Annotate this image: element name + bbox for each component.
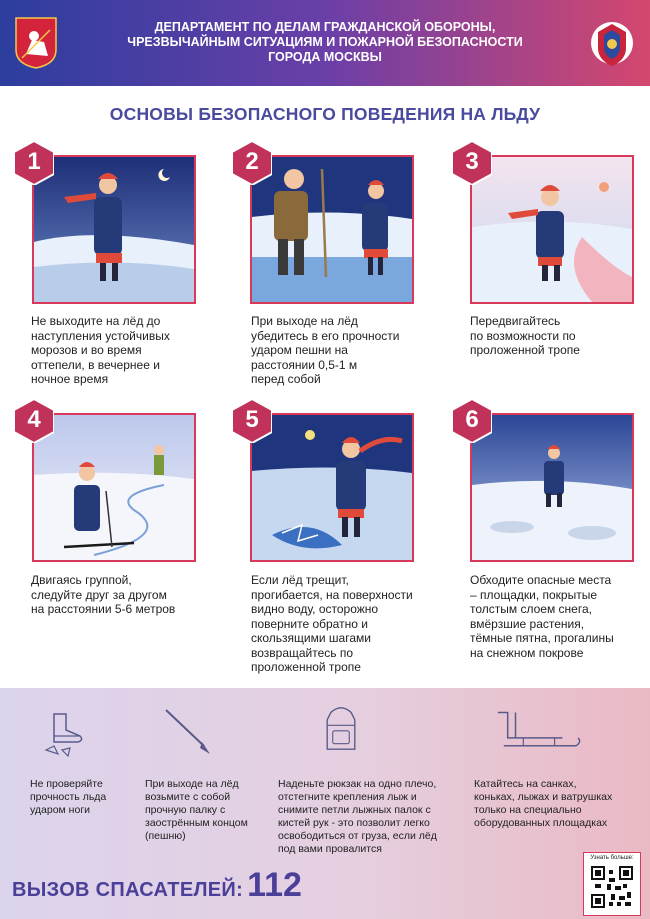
step-number: 1 [27, 148, 41, 175]
step-card-5 [232, 406, 432, 563]
tip-text-4 [474, 778, 612, 830]
page-title: ОСНОВЫ БЕЗОПАСНОГО ПОВЕДЕНИЯ НА ЛЬДУ [109, 104, 541, 124]
caption-line: расстоянии 0,5-1 м [251, 357, 358, 372]
caption-line: Не выходите на лёд до [31, 314, 161, 328]
caption-line: вмёрзшие растения, [470, 616, 585, 631]
tip-line: под вами провалится [278, 843, 382, 855]
step-caption-3 [470, 314, 650, 358]
tip-line: прочную палку с [145, 804, 226, 816]
moscow-coat-of-arms-icon [14, 16, 58, 70]
step-number: 4 [27, 406, 41, 433]
step-card-6 [452, 406, 650, 563]
step-illustration-path [470, 155, 634, 304]
caption-line: Обходите опасные места [470, 573, 612, 587]
emergency-department-emblem-icon [590, 16, 634, 70]
step-illustration-ice-check [250, 155, 414, 304]
step-number-badge [452, 141, 492, 185]
caption-line: оттепели, в вечернее и [31, 357, 160, 372]
step-number-badge [232, 141, 272, 185]
caption-line: толстым слоем снега, [470, 602, 592, 616]
tip-line: коньках, лыжах и ватрушках [474, 791, 613, 803]
step-card-2 [232, 148, 432, 305]
header-banner [0, 0, 650, 86]
caption-line: убедитесь в его прочности [251, 328, 400, 343]
tip-line: (пешню) [145, 830, 186, 842]
sled-icon [494, 708, 582, 758]
step-number: 5 [245, 406, 259, 433]
caption-line: тёмные пятна, прогалины [470, 631, 614, 645]
caption-line: – площадки, покрытые [470, 587, 598, 602]
caption-line: поверните обратно и [251, 616, 368, 631]
caption-line: видно воду, осторожно [251, 602, 379, 616]
step-number-badge [452, 399, 492, 443]
caption-line: Двигаясь группой, [31, 573, 132, 587]
tip-line: Катайтесь на санках, [474, 778, 577, 790]
caption-line: Если лёд трещит, [251, 573, 349, 587]
caption-line: прогибается, на поверхности [251, 587, 413, 602]
step-number: 2 [245, 148, 259, 175]
step-illustration-skiing [32, 413, 196, 562]
tip-line: оборудованных площадках [474, 817, 608, 829]
step-card-4 [14, 406, 214, 563]
tip-line: снимите петли лыжных палок с [278, 804, 431, 816]
tip-text-1 [30, 778, 106, 817]
step-caption-2 [251, 314, 436, 387]
tip-line: При выходе на лёд [145, 778, 239, 790]
header-title-line: ЧРЕЗВЫЧАЙНЫМ СИТУАЦИЯМ И ПОЖАРНОЙ БЕЗОПАСНОСТИ [127, 35, 523, 49]
caption-line: по возможности по [470, 328, 576, 343]
caption-line: морозов и во время [31, 343, 142, 357]
rescue-phone-number[interactable]: 112 [247, 866, 302, 904]
step-caption-5 [251, 573, 436, 675]
qr-code-box[interactable] [583, 852, 641, 916]
qr-caption: Узнать больше: [590, 855, 634, 861]
backpack-icon [318, 703, 364, 755]
tip-text-3 [278, 778, 437, 856]
tip-line: освободиться от груза, если лёд [278, 830, 437, 842]
tip-line: Наденьте рюкзак на одно плечо, [278, 778, 437, 790]
caption-line: ударом пешни на [251, 343, 348, 357]
step-card-3 [452, 148, 650, 305]
caption-line: Передвигайтесь [470, 314, 561, 328]
caption-line: возвращайтесь по [251, 645, 354, 660]
step-caption-6 [470, 573, 650, 660]
tip-line: ударом ноги [30, 804, 91, 816]
header-title [110, 20, 540, 65]
header-title-line: ГОРОДА МОСКВЫ [268, 50, 382, 64]
tip-line: отстегните крепления лыж и [278, 791, 417, 803]
caption-line: ночное время [31, 372, 109, 386]
step-illustration-cracking-ice [250, 413, 414, 562]
caption-line: на снежном покрове [470, 645, 584, 660]
step-illustration-night [32, 155, 196, 304]
step-card-1 [14, 148, 214, 305]
boot-kick-icon [40, 710, 90, 760]
step-caption-1 [31, 314, 216, 387]
step-number-badge [14, 399, 54, 443]
caption-line: следуйте друг за другом [31, 587, 167, 602]
header-title-line: ДЕПАРТАМЕНТ ПО ДЕЛАМ ГРАЖДАНСКОЙ ОБОРОНЫ, [154, 20, 496, 34]
caption-line: наступления устойчивых [31, 328, 170, 343]
tip-line: прочность льда [30, 791, 107, 803]
step-number-badge [232, 399, 272, 443]
step-number: 3 [465, 148, 479, 175]
tip-line: возьмите с собой [145, 791, 231, 803]
caption-line: При выходе на лёд [251, 314, 358, 328]
step-caption-4 [31, 573, 216, 617]
tip-line: только на специально [474, 804, 582, 816]
step-illustration-hazards [470, 413, 634, 562]
qr-code-icon [591, 866, 633, 908]
stick-icon [162, 708, 212, 758]
tip-line: Не проверяйте [30, 778, 103, 790]
tip-line: заострённым концом [145, 817, 248, 829]
caption-line: проложенной тропе [251, 660, 361, 674]
step-number-badge [14, 141, 54, 185]
rescue-call-line [12, 866, 302, 905]
tip-text-2 [145, 778, 248, 843]
caption-line: скользящими шагами [251, 631, 371, 645]
caption-line: на расстоянии 5-6 метров [31, 602, 176, 616]
rescue-call-label: ВЫЗОВ СПАСАТЕЛЕЙ: [12, 879, 244, 901]
caption-line: проложенной тропе [470, 343, 580, 357]
tip-line: кистей рук - это позволит легко [278, 817, 430, 829]
caption-line: перед собой [251, 372, 321, 386]
step-number: 6 [465, 406, 479, 433]
